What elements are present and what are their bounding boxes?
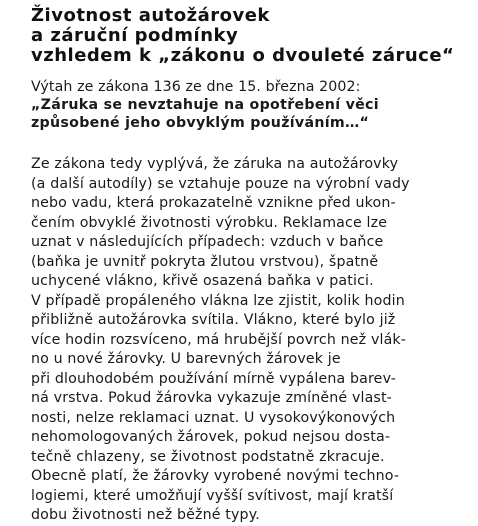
law-quote-line: způsobené jeho obvyklým používáním…“ bbox=[31, 115, 370, 131]
body-line: logiemi, které umožňují vyšší svítivost, mají kratší bbox=[31, 487, 394, 504]
body-line: čením obvyklé životnosti výrobku. Reklamace lze bbox=[31, 214, 388, 231]
body-line: nehomologovaných žárovek, pokud nejsou dosta- bbox=[31, 429, 391, 445]
body-line: Ze zákona tedy vyplývá, že záruka na autožárovky bbox=[31, 156, 399, 172]
article bbox=[31, 6, 471, 526]
body-line: nosti, nelze reklamaci uznat. U vysokovýkonových bbox=[31, 409, 396, 426]
law-excerpt bbox=[31, 79, 471, 132]
body-line: uznat v následujících případech: vzduch v baňce bbox=[31, 234, 384, 250]
body-line: no u nové žárovky. U barevných žárovek je bbox=[31, 351, 341, 367]
body-line: přibližně autožárovka svítila. Vlákno, které bylo již bbox=[31, 312, 396, 328]
title-line: Životnost autožárovek bbox=[31, 5, 270, 26]
body-line: více hodin rozsvíceno, má hrubější povrch než vlák- bbox=[31, 331, 407, 348]
excerpt-intro: Výtah ze zákona 136 ze dne 15. března 2002: bbox=[31, 79, 361, 95]
body-line: (a další autodíly) se vztahuje pouze na výrobní vady bbox=[31, 175, 410, 192]
article-title bbox=[31, 6, 471, 66]
title-line: vzhledem k „zákonu o dvouleté záruce“ bbox=[31, 45, 455, 66]
body-line: ná vrstva. Pokud žárovka vykazuje zmíněné vlast- bbox=[31, 390, 392, 406]
law-quote-line: „Záruka se nevztahuje na opotřebení věci bbox=[31, 97, 379, 113]
body-line: V případě propáleného vlákna lze zjistit, kolik hodin bbox=[31, 292, 405, 309]
title-line: a záruční podmínky bbox=[31, 25, 239, 46]
body-line: uchycené vlákno, křivě osazená baňka v patici. bbox=[31, 273, 374, 289]
body-line: při dlouhodobém používání mírně vypálena barev- bbox=[31, 370, 396, 387]
body-line: Obecně platí, že žárovky vyrobené novými techno- bbox=[31, 468, 400, 484]
body-line: dobu životnosti než běžné typy. bbox=[31, 507, 260, 523]
article-body bbox=[31, 155, 471, 526]
body-line: tečně chlazeny, se životnost podstatně zkracuje. bbox=[31, 448, 385, 465]
body-line: nebo vadu, která prokazatelně vznikne před ukon- bbox=[31, 195, 396, 211]
body-line: (baňka je uvnitř pokryta žlutou vrstvou), špatně bbox=[31, 253, 379, 270]
